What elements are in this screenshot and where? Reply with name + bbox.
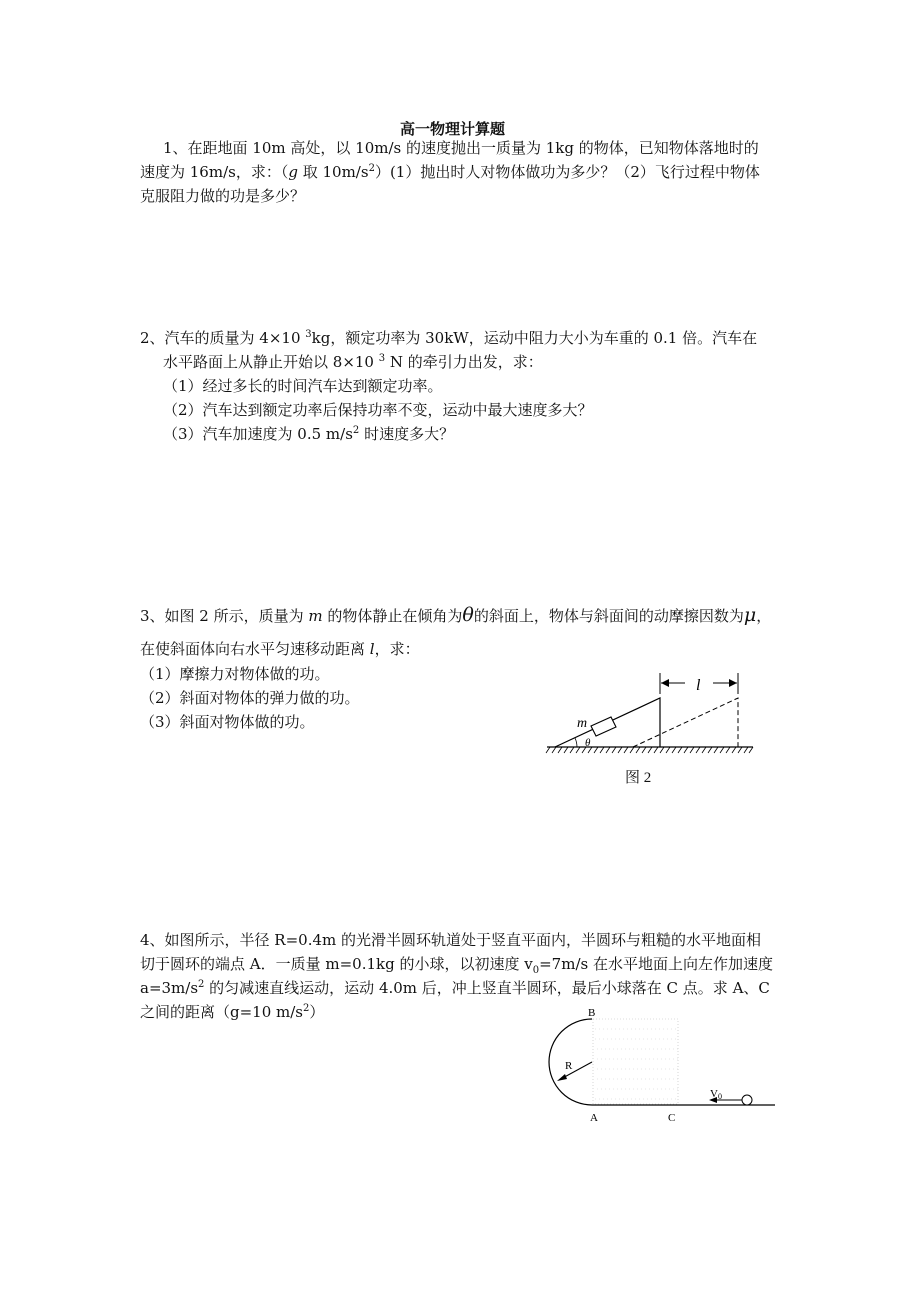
label-v0: V0: [710, 1088, 722, 1101]
q2-line-2: 水平路面上从静止开始以 8×10 $^3$ N 的牵引力出发，求：: [163, 353, 543, 371]
q4-line-1: 4、如图所示，半径 R=0.4m 的光滑半圆环轨道处于竖直平面内，半圆环与粗糙的水平地面相: [140, 931, 762, 949]
figure-2-caption: 图 2: [625, 770, 652, 786]
dotted-fill: [595, 1029, 678, 1099]
ground-hatching: [546, 747, 753, 753]
label-A: A: [590, 1112, 598, 1124]
q1-line-1: 1、在距地面 10m 高处，以 10m/s 的速度抛出一质量为 1kg 的物体，已知物体落地时的: [163, 139, 759, 157]
page-title: 高一物理计算题: [400, 120, 506, 138]
dim-arrow-left: [661, 679, 669, 687]
label-B: B: [588, 1007, 596, 1019]
q4-line-4: 之间的距离（g=10 $m/s^2$）: [140, 1003, 325, 1021]
q1-line-3: 克服阻力做的功是多少？: [140, 187, 306, 205]
q3-sub-1: （1）摩擦力对物体做的功。: [140, 665, 330, 683]
block-m: [591, 717, 616, 736]
ball: [742, 1095, 752, 1105]
q2-sub-2: （2）汽车达到额定功率后保持功率不变，运动中最大速度多大？: [163, 401, 593, 419]
q3-sub-2: （2）斜面对物体的弹力做的功。: [140, 689, 360, 707]
q3-sub-3: （3）斜面对物体做的功。: [140, 713, 315, 731]
label-theta: θ: [585, 737, 591, 749]
q2-sub-3: （3）汽车加速度为 0.5 $m/s^2$ 时速度多大？: [163, 425, 455, 443]
label-R: R: [565, 1060, 573, 1072]
dim-arrow-right: [729, 679, 737, 687]
label-m: m: [577, 716, 588, 731]
label-C: C: [668, 1112, 676, 1124]
radius-arrow: [557, 1074, 567, 1081]
dotted-region: [593, 1019, 678, 1104]
q3-line-2: 在使斜面体向右水平匀速移动距离 l，求：: [140, 640, 420, 658]
theta-arc: [575, 738, 577, 747]
q2-line-1: 2、汽车的质量为 4×10 $^3$kg，额定功率为 30kW，运动中阻力大小为车重的 0.1 倍。汽车在: [140, 329, 758, 347]
q2-sub-1: （1）经过多长的时间汽车达到额定功率。: [163, 377, 443, 395]
label-l: l: [696, 677, 701, 694]
q4-line-2: 切于圆环的端点 A．一质量 m=0.1kg 的小球，以初速度 $v_0=7m/s$ 在水平地面上向左作加速度: [140, 955, 773, 976]
incline-diagram: [545, 668, 760, 788]
incline-dashed: [633, 698, 738, 747]
q1-line-2: 速度为 16m/s，求：（g 取 $10m/s^2)(1)$抛出时人对物体做功为多少？（2）飞行过程中物体: [140, 163, 760, 181]
semicircle-track-diagram: [535, 1005, 785, 1130]
q3-line-1: 3、如图 2 所示，质量为 m 的物体静止在倾角为θ的斜面上，物体与斜面间的动摩擦因数为μ，: [140, 604, 772, 626]
q4-line-3: $a=3m/s^2$ 的匀减速直线运动，运动 4.0m 后，冲上竖直半圆环，最后小球落在 C 点。求 A、C: [140, 979, 770, 997]
